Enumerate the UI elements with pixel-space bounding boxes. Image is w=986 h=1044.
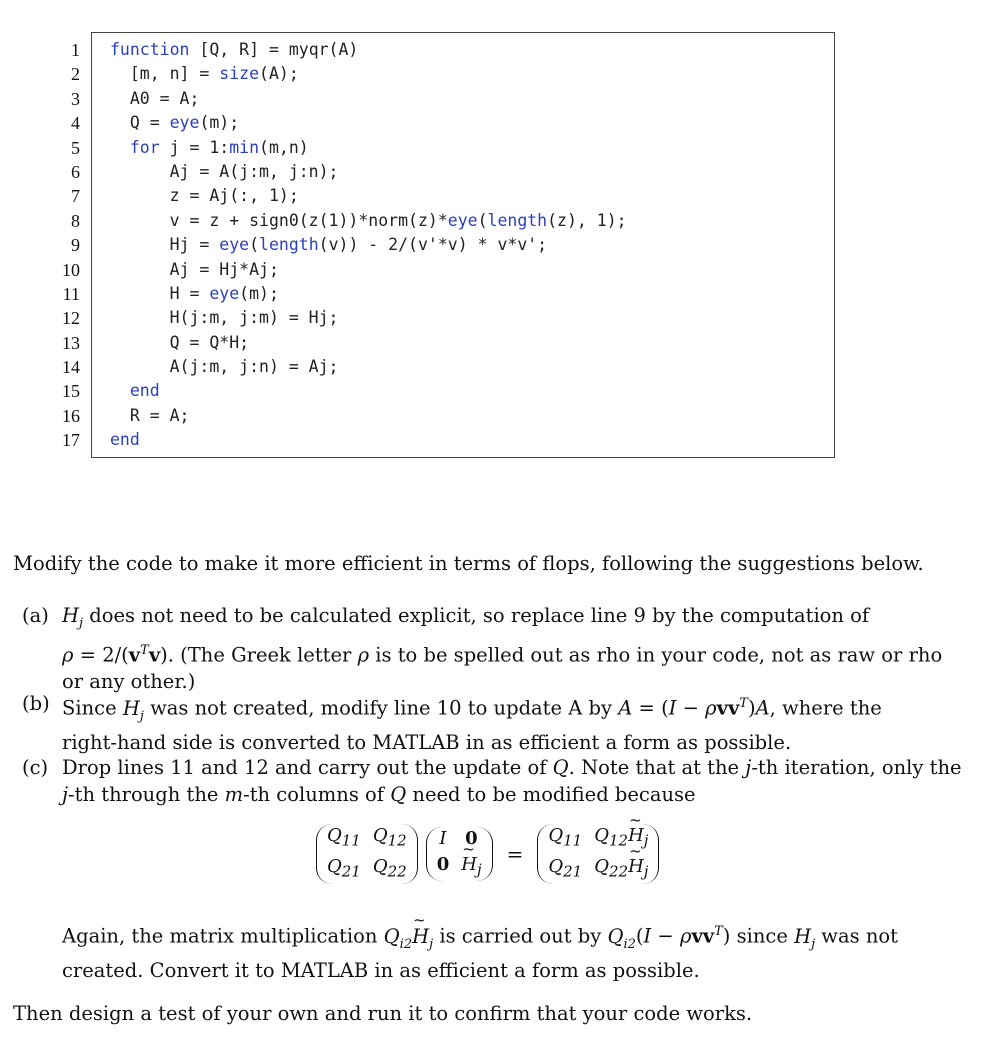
code-keyword: eye xyxy=(219,235,250,255)
code-text xyxy=(110,333,170,352)
code-text: (z), 1); xyxy=(547,210,627,230)
line-number: 16 xyxy=(62,405,80,426)
code-line xyxy=(110,136,627,160)
part-c-l2b: -th columns of xyxy=(243,783,391,806)
part-a-line2-tail: is to be spelled out as rho in your code, not as raw or rho xyxy=(369,643,943,667)
code-keyword: min xyxy=(229,137,260,157)
code-line xyxy=(110,258,627,282)
part-a-line3: or any other.) xyxy=(62,670,196,694)
code-keyword: size xyxy=(219,64,260,84)
line-number: 10 xyxy=(62,259,80,280)
code-text xyxy=(110,260,170,279)
part-c-end: -th iteration, only the xyxy=(751,756,962,779)
closing-text: Then design a test of your own and run it to confirm that your code works. xyxy=(13,1002,753,1025)
code-keyword: end xyxy=(129,381,160,401)
line-number: 8 xyxy=(71,210,80,231)
code-line xyxy=(110,428,627,452)
line-number: 14 xyxy=(62,357,80,378)
line-number: 9 xyxy=(71,235,80,256)
code-text: (v)) - 2/(v'*v) * v*v'; xyxy=(318,235,548,255)
line-numbers xyxy=(40,38,80,453)
code-keyword: for xyxy=(129,137,160,157)
part-b-line2: right-hand side is converted to MATLAB in as efficient a form as possible. xyxy=(62,731,792,755)
equals-sign: = xyxy=(506,841,524,866)
code-text: Q = xyxy=(129,113,170,133)
code-text: [Q, R] = myqr(A) xyxy=(189,40,359,59)
code-text xyxy=(110,89,130,108)
again-end: was not xyxy=(815,924,898,948)
code-line xyxy=(110,306,627,330)
line-number: 6 xyxy=(71,161,80,182)
code-line xyxy=(110,331,627,355)
code-text: R = A; xyxy=(129,405,190,425)
part-c-l2c: need to be modified because xyxy=(406,783,696,806)
code-text: ( xyxy=(249,235,260,255)
line-number: 1 xyxy=(71,40,80,60)
code-keyword: length xyxy=(487,210,548,230)
code-text xyxy=(110,162,170,181)
code-text xyxy=(110,235,170,254)
code-text xyxy=(110,308,170,327)
matrix-h: I 0 0 ~ $H_j$ xyxy=(426,827,493,882)
matrix-result: $Q_{11}$ $Q_{12}\sim$ $H_j$ $Q_{21}$ $Q_{22}\sim$ $H_j$ xyxy=(537,824,659,883)
code-text: (m); xyxy=(199,113,240,133)
code-listing xyxy=(0,0,986,470)
code-text: j = 1: xyxy=(159,137,230,157)
code-line xyxy=(110,62,627,86)
part-c-mid: . Note that at the xyxy=(568,756,746,779)
code-line xyxy=(110,87,627,111)
part-b-label: (b) xyxy=(22,692,50,715)
code-text: (m,n) xyxy=(259,137,309,157)
line-number: 5 xyxy=(71,137,80,158)
again-mid2: since xyxy=(730,924,795,948)
code-text: z = Aj(:, 1); xyxy=(169,186,299,206)
part-a-line1: does not need to be calculated explicit, so replace line 9 by the computation of xyxy=(83,604,870,627)
line-number: 7 xyxy=(71,186,80,207)
code-text xyxy=(110,406,130,425)
again-pre: Again, the matrix multiplication xyxy=(62,924,384,948)
code-keyword: end xyxy=(110,430,140,450)
code-line xyxy=(110,209,627,233)
code-text xyxy=(110,138,130,157)
code-line xyxy=(110,355,627,379)
code-text: v = z + sign0(z(1))*norm(z)* xyxy=(169,210,448,230)
code-text xyxy=(110,211,170,230)
code-text xyxy=(110,284,170,303)
part-b-mid: was not created, modify line 10 to update A by xyxy=(143,696,619,720)
code-keyword: function xyxy=(110,40,190,59)
part-b-end: , where the xyxy=(769,696,882,720)
code-line xyxy=(110,184,627,208)
line-number: 15 xyxy=(62,381,80,402)
code-text: (m); xyxy=(239,283,279,303)
again-paragraph: Again, the matrix multiplication $Q_{i2}\sim$ $H_j$ is carried out by $Q_{i2}(I - \rho vv^T)$ since $H_j$ was not created. Convert it to MATLAB in as efficient a form as possible. xyxy=(62,918,967,984)
line-number: 17 xyxy=(62,430,80,451)
code-text: H = xyxy=(169,283,210,303)
matrix-equation xyxy=(312,822,663,886)
code-text: [m, n] = xyxy=(129,64,220,84)
code-line xyxy=(110,404,627,428)
code-keyword: eye xyxy=(169,113,200,133)
line-number: 2 xyxy=(71,64,80,85)
code-text: ( xyxy=(477,210,488,230)
again-mid: is carried out by xyxy=(433,924,608,948)
part-c-label: (c) xyxy=(22,756,49,779)
code-text xyxy=(110,113,130,132)
code-text: A(j:m, j:n) = Aj; xyxy=(169,357,339,377)
code-line xyxy=(110,38,627,62)
line-number: 3 xyxy=(71,88,80,109)
code-lines xyxy=(110,38,627,453)
again-line2: created. Convert it to MATLAB in as efficient a form as possible. xyxy=(62,959,700,983)
matrix-q: $Q_{11}$ $Q_{12}$ $Q_{21}$ $Q_{22}$ xyxy=(316,824,418,883)
code-line xyxy=(110,111,627,135)
part-c-l2a: -th through the xyxy=(68,783,225,806)
part-c-pre: Drop lines 11 and 12 and carry out the update of xyxy=(62,756,553,779)
code-text: A0 = A; xyxy=(129,88,200,108)
code-text: (A); xyxy=(259,64,299,84)
line-number: 4 xyxy=(71,113,80,134)
code-line xyxy=(110,379,627,403)
part-b-pre: Since xyxy=(62,696,123,720)
line-number: 12 xyxy=(62,308,80,329)
intro-text: Modify the code to make it more efficient in terms of flops, following the suggestions below. xyxy=(13,552,924,575)
code-keyword: eye xyxy=(209,283,240,303)
code-line xyxy=(110,282,627,306)
code-keyword: length xyxy=(259,235,319,255)
code-text xyxy=(110,357,170,376)
line-number: 11 xyxy=(62,283,80,304)
line-number: 13 xyxy=(62,332,80,353)
code-text xyxy=(110,186,170,205)
code-line xyxy=(110,233,627,257)
code-line xyxy=(110,160,627,184)
code-text: H(j:m, j:m) = Hj; xyxy=(169,308,339,328)
code-text xyxy=(110,381,130,400)
code-text: Aj = A(j:m, j:n); xyxy=(169,161,339,181)
code-text xyxy=(110,64,130,83)
part-a-label: (a) xyxy=(22,604,49,627)
part-a-line2: ). (The Greek letter xyxy=(160,643,358,667)
code-keyword: eye xyxy=(447,210,478,230)
code-text: Hj = xyxy=(169,235,220,255)
code-text: Aj = Hj*Aj; xyxy=(169,259,279,279)
code-text: Q = Q*H; xyxy=(169,332,250,352)
